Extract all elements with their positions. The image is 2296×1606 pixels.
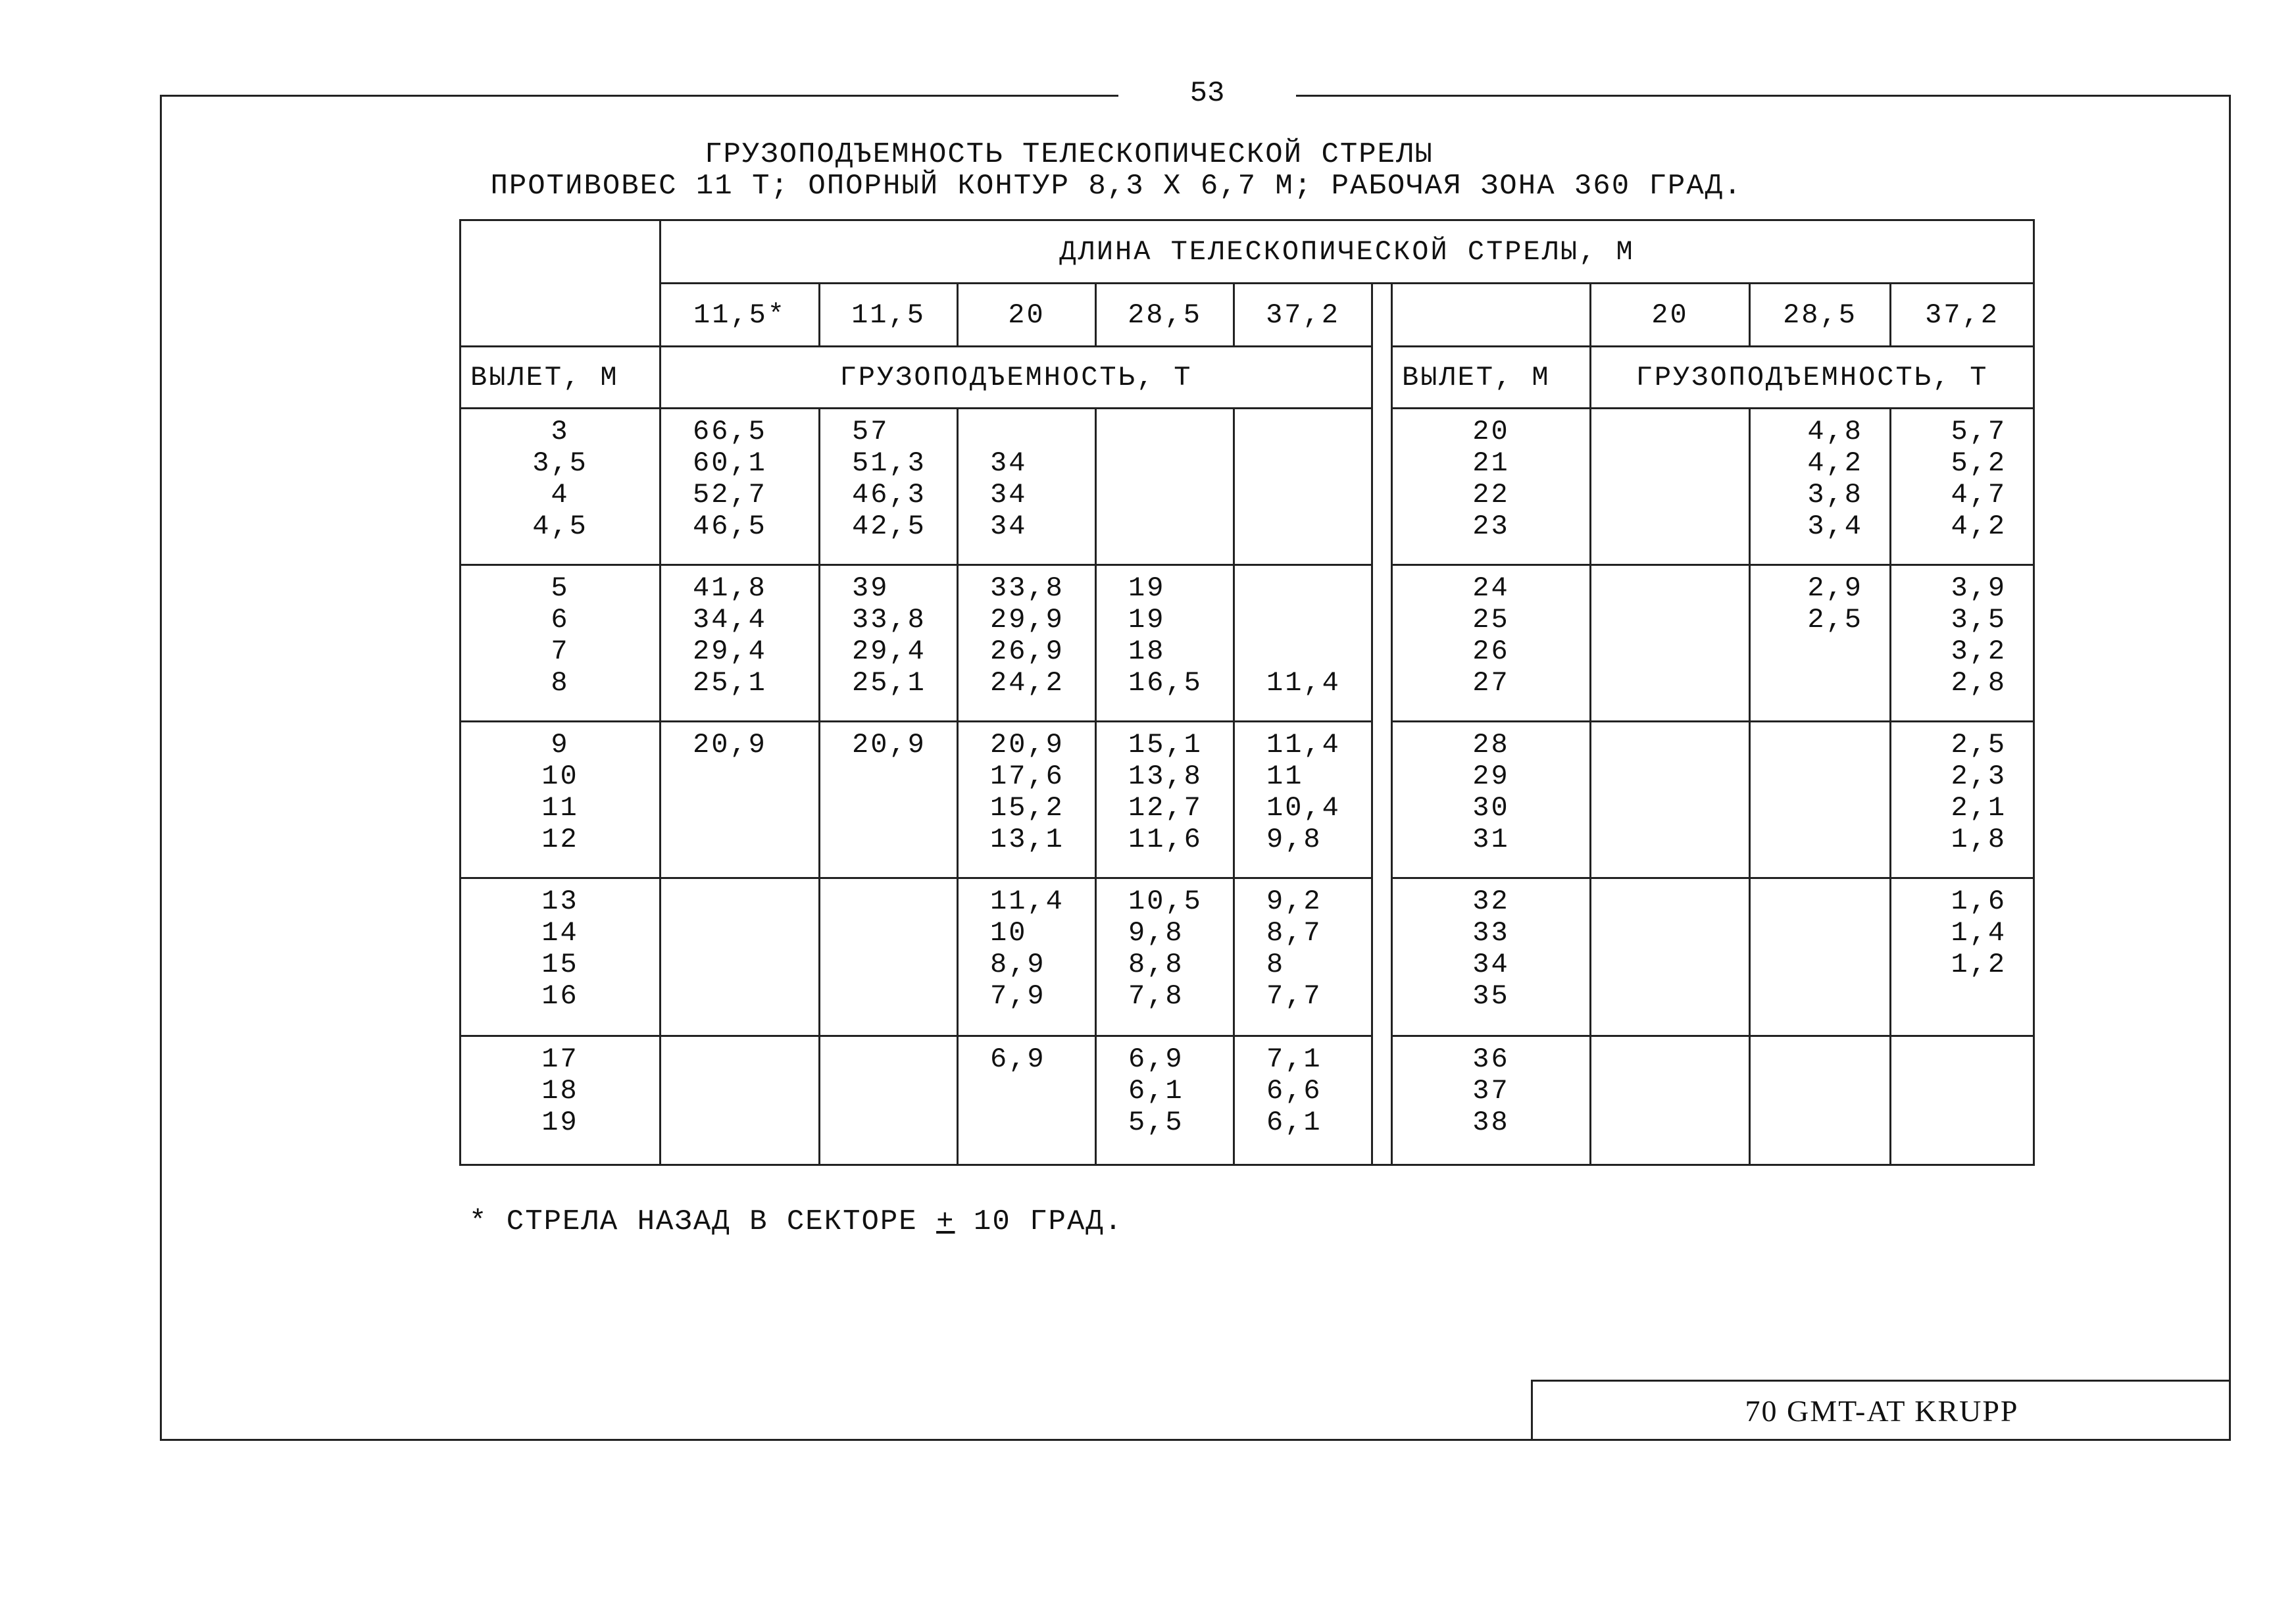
- col-header: 20: [1591, 284, 1750, 347]
- value-cell: 34 34 34: [958, 409, 1096, 565]
- value-cell: 20,9: [661, 722, 820, 878]
- value-cell: 33,8 29,9 26,9 24,2: [958, 565, 1096, 722]
- boom-length-header: ДЛИНА ТЕЛЕСКОПИЧЕСКОЙ СТРЕЛЫ, М: [661, 220, 2034, 284]
- reach-cell: 5 6 7 8: [461, 565, 661, 722]
- value-cell: 1,6 1,4 1,2: [1891, 878, 2034, 1036]
- footnote: [469, 1205, 1123, 1238]
- value-cell: [661, 1036, 820, 1165]
- page-number: 53: [1118, 74, 1296, 113]
- plus-minus-sign: +: [936, 1205, 955, 1238]
- table-title: ГРУЗОПОДЪЕМНОСТЬ ТЕЛЕСКОПИЧЕСКОЙ СТРЕЛЫ: [705, 138, 1434, 171]
- reach-header-right: ВЫЛЕТ, М: [1392, 347, 1591, 409]
- value-cell: [1096, 409, 1234, 565]
- double-divider: [1372, 284, 1392, 1165]
- col-header: 20: [958, 284, 1096, 347]
- table-row: [461, 565, 2034, 722]
- value-cell: [1750, 722, 1891, 878]
- value-cell: [820, 1036, 958, 1165]
- reach-header-left: ВЫЛЕТ, М: [461, 347, 661, 409]
- value-cell: 4,8 4,2 3,8 3,4: [1750, 409, 1891, 565]
- capacity-header-right: ГРУЗОПОДЪЕМНОСТЬ, Т: [1591, 347, 2034, 409]
- reach-cell: 24 25 26 27: [1392, 565, 1591, 722]
- table-row: [461, 1036, 2034, 1165]
- value-cell: [1750, 1036, 1891, 1165]
- footnote-suffix: 10 ГРАД.: [955, 1205, 1124, 1238]
- value-cell: [820, 878, 958, 1036]
- col-header: 37,2: [1234, 284, 1372, 347]
- value-cell: 41,8 34,4 29,4 25,1: [661, 565, 820, 722]
- model-stamp: 70 GMT-AT KRUPP: [1531, 1380, 2231, 1441]
- value-cell: 57 51,3 46,3 42,5: [820, 409, 958, 565]
- load-capacity-table: [459, 219, 2035, 1166]
- reach-cell: 28 29 30 31: [1392, 722, 1591, 878]
- reach-cell: 17 18 19: [461, 1036, 661, 1165]
- value-cell: [1234, 409, 1372, 565]
- value-cell: 10,5 9,8 8,8 7,8: [1096, 878, 1234, 1036]
- value-cell: [1591, 878, 1750, 1036]
- col-header: 37,2: [1891, 284, 2034, 347]
- value-cell: [661, 878, 820, 1036]
- value-cell: 6,9: [958, 1036, 1096, 1165]
- value-cell: 6,9 6,1 5,5: [1096, 1036, 1234, 1165]
- value-cell: 7,1 6,6 6,1: [1234, 1036, 1372, 1165]
- value-cell: [1591, 722, 1750, 878]
- value-cell: [1750, 878, 1891, 1036]
- blank-header: [1392, 284, 1591, 347]
- footnote-prefix: * СТРЕЛА НАЗАД В СЕКТОРЕ: [469, 1205, 937, 1238]
- value-cell: 39 33,8 29,4 25,1: [820, 565, 958, 722]
- value-cell: 3,9 3,5 3,2 2,8: [1891, 565, 2034, 722]
- col-header: 11,5*: [661, 284, 820, 347]
- value-cell: [1591, 565, 1750, 722]
- table-row: [461, 409, 2034, 565]
- reach-cell: 3 3,5 4 4,5: [461, 409, 661, 565]
- reach-cell: 32 33 34 35: [1392, 878, 1591, 1036]
- value-cell: 5,7 5,2 4,7 4,2: [1891, 409, 2034, 565]
- col-header: 28,5: [1750, 284, 1891, 347]
- value-cell: 66,5 60,1 52,7 46,5: [661, 409, 820, 565]
- value-cell: 2,5 2,3 2,1 1,8: [1891, 722, 2034, 878]
- reach-cell: 20 21 22 23: [1392, 409, 1591, 565]
- value-cell: 9,2 8,7 8 7,7: [1234, 878, 1372, 1036]
- reach-cell: 13 14 15 16: [461, 878, 661, 1036]
- corner-cell: [461, 220, 661, 347]
- col-header: 28,5: [1096, 284, 1234, 347]
- table-subtitle: ПРОТИВОВЕС 11 Т; ОПОРНЫЙ КОНТУР 8,3 Х 6,7 М; РАБОЧАЯ ЗОНА 360 ГРАД.: [490, 170, 1743, 203]
- col-header: 11,5: [820, 284, 958, 347]
- value-cell: 11,4: [1234, 565, 1372, 722]
- table-row: [461, 722, 2034, 878]
- value-cell: 11,4 10 8,9 7,9: [958, 878, 1096, 1036]
- value-cell: [1591, 1036, 1750, 1165]
- table-row: [461, 878, 2034, 1036]
- reach-cell: 36 37 38: [1392, 1036, 1591, 1165]
- value-cell: [1591, 409, 1750, 565]
- value-cell: 19 19 18 16,5: [1096, 565, 1234, 722]
- value-cell: [1891, 1036, 2034, 1165]
- reach-cell: 9 10 11 12: [461, 722, 661, 878]
- value-cell: 11,4 11 10,4 9,8: [1234, 722, 1372, 878]
- value-cell: 2,9 2,5: [1750, 565, 1891, 722]
- value-cell: 15,1 13,8 12,7 11,6: [1096, 722, 1234, 878]
- value-cell: 20,9: [820, 722, 958, 878]
- capacity-header-left: ГРУЗОПОДЪЕМНОСТЬ, Т: [661, 347, 1372, 409]
- value-cell: 20,9 17,6 15,2 13,1: [958, 722, 1096, 878]
